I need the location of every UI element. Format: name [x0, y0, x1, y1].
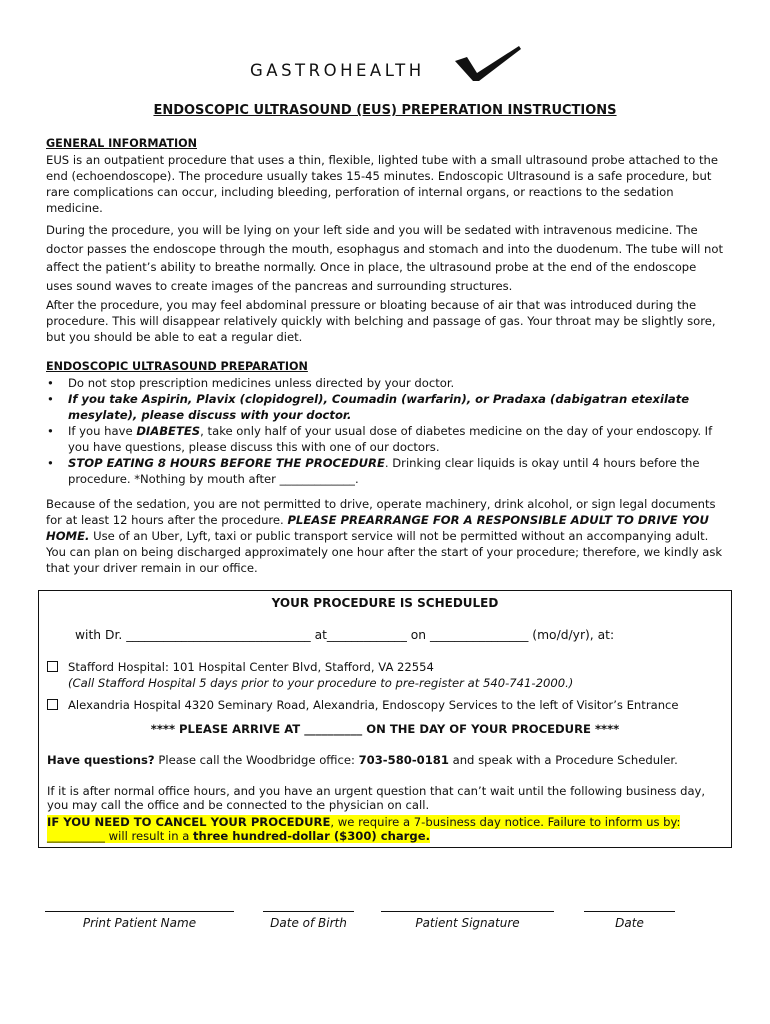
list-item: • If you take Aspirin, Plavix (clopidogrel), Coumadin (warfarin), or Pradaxa (dabigatran etexilate mesylate), please discuss with your doctor. [46, 391, 726, 423]
schedule-title: YOUR PROCEDURE IS SCHEDULED [271, 596, 499, 610]
check-swoosh-icon [453, 45, 523, 81]
preparation-section [46, 359, 726, 487]
after-hours-paragraph: If it is after normal office hours, and you have an urgent question that can’t wait until the following business day, you may call the office and be connected to the physician on call. [47, 784, 706, 812]
general-information-heading: GENERAL INFORMATION [46, 137, 198, 150]
doctor-date-line[interactable]: with Dr. ______________________________ at_____________ on ________________ (mo/d/yr), at: [75, 628, 615, 642]
stafford-option[interactable]: Stafford Hospital: 101 Hospital Center Blvd, Stafford, VA 22554 [47, 660, 434, 674]
print-patient-name-field[interactable]: Print Patient Name [45, 911, 234, 930]
general-information-section [46, 136, 726, 216]
date-field[interactable]: Date [584, 911, 675, 930]
general-paragraph-3: After the procedure, you may feel abdominal pressure or bloating because of air that was introduced during the procedure. This will disappear relatively quickly with belching and passage of gas. Your throat may be slightly sore, but you should be able to eat a regular diet. [46, 298, 716, 344]
gastrohealth-logo [250, 45, 530, 85]
list-item: • If you have DIABETES, take only half of your usual dose of diabetes medicine on the day of your endoscopy. If you have questions, please discuss this with one of our doctors. [46, 423, 726, 455]
general-paragraph-1: EUS is an outpatient procedure that uses a thin, flexible, lighted tube with a small ultrasound probe attached to the end (echoendoscope). The procedure usually takes 15-45 minutes. Endoscopic Ultrasound is a safe procedure, but rare complications can occur, including bleeding, perforation of internal organs, or reactions to the sedation medicine. [46, 153, 719, 215]
alexandria-checkbox[interactable] [47, 699, 58, 710]
schedule-box [38, 590, 732, 848]
arrive-time-line: **** PLEASE ARRIVE AT __________ ON THE DAY OF YOUR PROCEDURE **** [150, 722, 620, 736]
sedation-paragraph: Because of the sedation, you are not permitted to drive, operate machinery, drink alcohol, or sign legal documents for at least 12 hours after the procedure. PLEASE PREARRANGE FOR A RESPONSIBLE ADULT TO DRIVE YOU HOME. Use of an Uber, Lyft, taxi or public transport service will not be permitted without an accompanying adult. You can plan on being discharged approximately one hour after the start of your procedure; therefore, we kindly ask that your driver remain in our office. [46, 497, 723, 575]
general-paragraph-2: During the procedure, you will be lying on your left side and you will be sedated with intravenous medicine. The doctor passes the endoscope through the mouth, esophagus and stomach and into the duodenum. The tube will not affect the patient’s ability to breathe normally. Once in place, the ultrasound probe at the end of the endoscope uses sound waves to create images of the pancreas and surrounding structures. [46, 223, 723, 293]
preparation-list [46, 375, 726, 487]
stafford-checkbox[interactable] [47, 661, 58, 672]
cancellation-notice: IF YOU NEED TO CANCEL YOUR PROCEDURE, we require a 7-business day notice. Failure to inform us by: __________ will result in a three hundred-dollar ($300) charge. [47, 815, 681, 843]
logo-text: GASTROHEALTH [250, 61, 425, 80]
alexandria-option[interactable]: Alexandria Hospital 4320 Seminary Road, Alexandria, Endoscopy Services to the left of Visitor’s Entrance [47, 698, 679, 712]
patient-signature-field[interactable]: Patient Signature [381, 911, 554, 930]
stafford-note: (Call Stafford Hospital 5 days prior to your procedure to pre-register at 540-741-2000.) [68, 676, 574, 690]
date-of-birth-field[interactable]: Date of Birth [263, 911, 354, 930]
preparation-heading: ENDOSCOPIC ULTRASOUND PREPARATION [46, 360, 308, 373]
list-item: • STOP EATING 8 HOURS BEFORE THE PROCEDURE. Drinking clear liquids is okay until 4 hours before the procedure. *Nothing by mouth after _____________. [46, 455, 726, 487]
list-item: • Do not stop prescription medicines unless directed by your doctor. [46, 375, 726, 391]
document-title: ENDOSCOPIC ULTRASOUND (EUS) PREPERATION INSTRUCTIONS [153, 103, 617, 118]
questions-line: Have questions? Please call the Woodbridge office: 703-580-0181 and speak with a Procedure Scheduler. [47, 753, 678, 767]
